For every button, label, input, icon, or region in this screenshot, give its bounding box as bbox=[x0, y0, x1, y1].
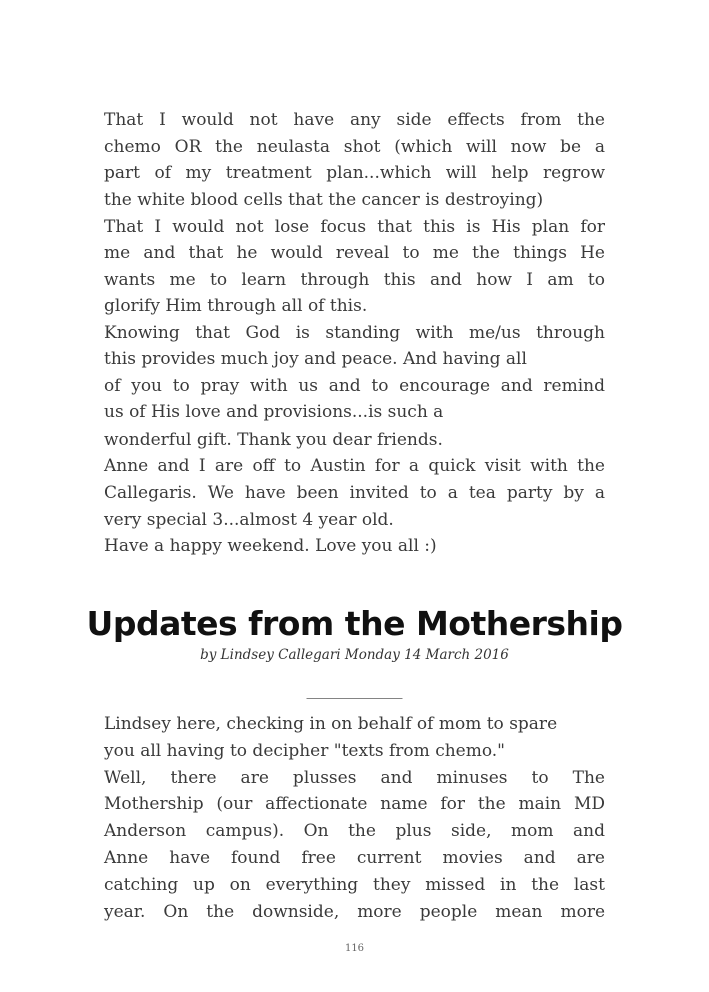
text-line: the white blood cells that the cancer is destroying) bbox=[104, 190, 544, 210]
section-title: Updates from the Mothership bbox=[86, 604, 623, 643]
text-line: Well, there are plusses and minuses to The bbox=[104, 768, 605, 788]
text-line: Callegaris. We have been invited to a tea party by a bbox=[104, 483, 605, 503]
text-line: That I would not lose focus that this is His plan for bbox=[104, 217, 605, 237]
text-line: Have a happy weekend. Love you all :) bbox=[104, 536, 437, 556]
text-line: chemo OR the neulasta shot (which will now be a bbox=[104, 137, 605, 157]
text-line: Mothership (our affectionate name for the main MD bbox=[104, 794, 605, 814]
text-line: That I would not have any side effects from the bbox=[104, 110, 605, 130]
text-line: Knowing that God is standing with me/us through bbox=[104, 323, 605, 343]
text-line: year. On the downside, more people mean more bbox=[104, 902, 605, 922]
text-line: catching up on everything they missed in the last bbox=[104, 875, 605, 895]
byline: by Lindsey Callegari Monday 14 March 2016 bbox=[200, 647, 509, 663]
text-line: Lindsey here, checking in on behalf of mom to spare bbox=[104, 714, 558, 734]
text-line: of you to pray with us and to encourage and remind bbox=[104, 376, 605, 396]
text-line: this provides much joy and peace. And having all bbox=[104, 349, 527, 369]
text-line: glorify Him through all of this. bbox=[104, 296, 368, 316]
text-line: us of His love and provisions...is such a bbox=[104, 402, 444, 422]
text-line: Anne have found free current movies and are bbox=[104, 848, 605, 868]
text-line: Anne and I are off to Austin for a quick visit with the bbox=[104, 456, 605, 476]
text-line: you all having to decipher "texts from chemo." bbox=[104, 741, 506, 761]
text-line: wonderful gift. Thank you dear friends. bbox=[104, 430, 443, 450]
text-line: Anderson campus). On the plus side, mom and bbox=[104, 821, 605, 841]
text-line: wants me to learn through this and how I am to bbox=[104, 270, 605, 290]
text-line: part of my treatment plan...which will help regrow bbox=[104, 163, 605, 183]
text-line: me and that he would reveal to me the things He bbox=[104, 243, 605, 263]
page-number: 116 bbox=[344, 943, 365, 954]
separator-rule: ____________ bbox=[306, 680, 403, 699]
text-line: very special 3...almost 4 year old. bbox=[104, 510, 394, 530]
